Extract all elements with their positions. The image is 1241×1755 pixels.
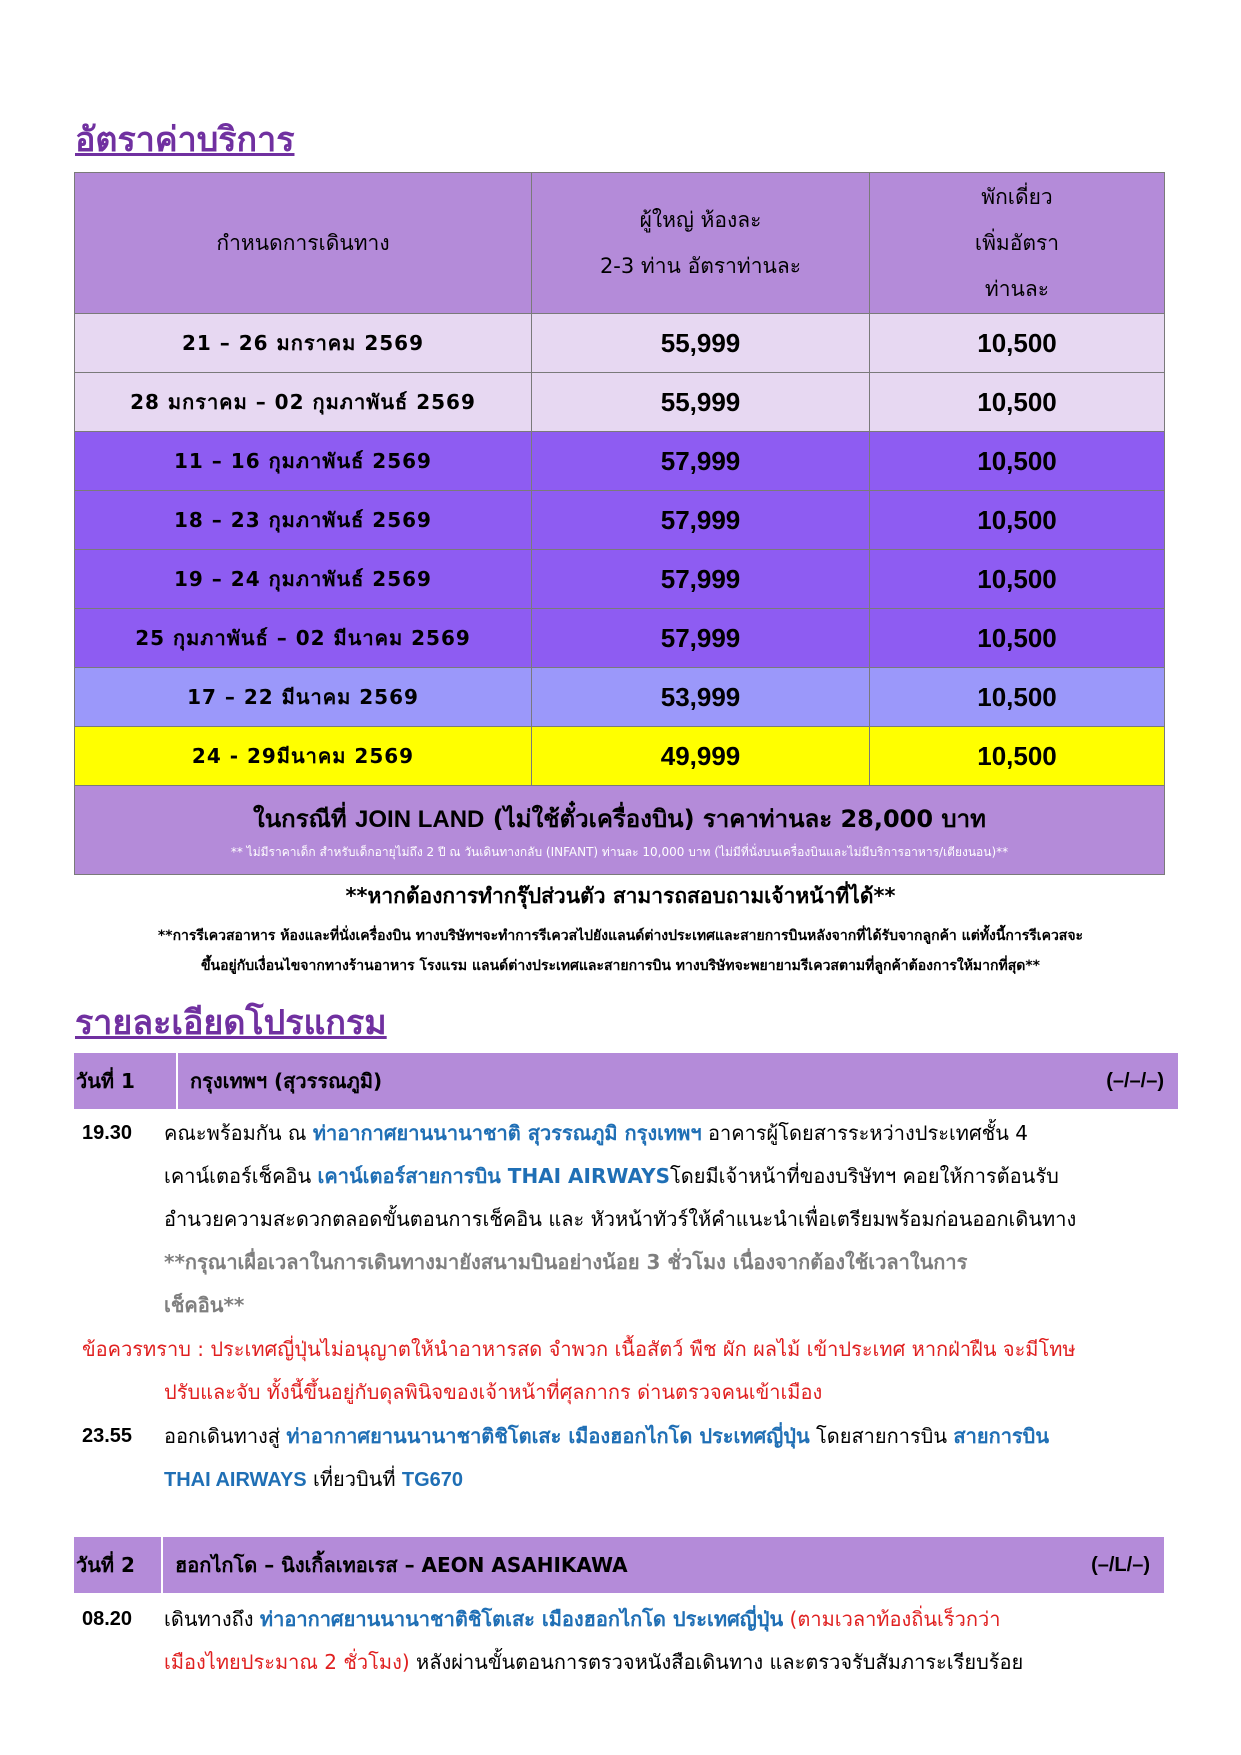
day1-label: วันที่ 1 [76, 1069, 135, 1093]
rate-row [75, 432, 1165, 491]
checkin-note: **กรุณาเผื่อเวลาในการเดินทางมายังสนามบินอย่างน้อย 3 ชั่วโมง เนื่องจากต้องใช้เวลาในการ [164, 1250, 968, 1274]
day2-meals: (–/L/–) [1091, 1553, 1150, 1576]
rate-price: 53,999 [532, 668, 870, 727]
rate-date: 19 – 24 กุมภาพันธ์ 2569 [75, 550, 532, 609]
rate-row [75, 609, 1165, 668]
flight-number: TG670 [401, 1469, 464, 1491]
day1-meals: (–/–/–) [1106, 1069, 1164, 1092]
airport-name: ท่าอากาศยานนานาชาติชิโตเสะ เมืองฮอกไกโด ประเทศญี่ปุ่น [286, 1424, 810, 1448]
warning-line1: ข้อควรทราบ : ประเทศญี่ปุ่นไม่อนุญาตให้นำอาหารสด จำพวก เนื้อสัตว์ พืช ผัก ผลไม้ เข้าประเทศ หากฝ่าฝืน จะมีโทษ [82, 1337, 1076, 1361]
join-pre: ในกรณีที่ [253, 804, 356, 833]
day1-entry-1930 [82, 1112, 1172, 1327]
rate-price: 49,999 [532, 727, 870, 786]
airline-name: THAI AIRWAYS [164, 1469, 307, 1491]
rate-price: 57,999 [532, 550, 870, 609]
text-plain: อำนวยความสะดวกตลอดขั้นตอนการเช็คอิน และ หัวหน้าทัวร์ให้คำแนะนำเพื่อเตรียมพร้อมก่อนออกเดินทาง [164, 1207, 1077, 1231]
rate-row [75, 550, 1165, 609]
text-plain: ออกเดินทางสู่ [164, 1424, 287, 1448]
program-title: รายละเอียดโปรแกรม [75, 1003, 387, 1043]
rate-date: 17 – 22 มีนาคม 2569 [75, 668, 532, 727]
text-plain: หลังผ่านขั้นตอนการตรวจหนังสือเดินทาง และตรวจรับสัมภาระเรียบร้อย [409, 1650, 1024, 1674]
text-plain: โดยสายการบิน [809, 1424, 954, 1448]
rate-single: 10,500 [870, 491, 1165, 550]
rate-price: 57,999 [532, 432, 870, 491]
rate-row [75, 668, 1165, 727]
rate-row [75, 314, 1165, 373]
rate-single: 10,500 [870, 432, 1165, 491]
header-single [870, 173, 1165, 314]
entry-time: 23.55 [82, 1425, 133, 1447]
timezone-note: (ตามเวลาท้องถิ่นเร็วกว่า [783, 1607, 1001, 1631]
day1-header [74, 1053, 1178, 1109]
airline-counter: เคาน์เตอร์สายการบิน THAI AIRWAYS [317, 1164, 670, 1188]
text-plain: เคาน์เตอร์เช็คอิน [164, 1164, 318, 1188]
header-single-line1: พักเดี่ยว [981, 185, 1053, 209]
header-adult-line1: ผู้ใหญ่ ห้องละ [639, 208, 762, 232]
entry-text [164, 1112, 1172, 1327]
airline-label: สายการบิน [953, 1424, 1050, 1448]
reserve-note-line2: ขึ้นอยู่กับเงื่อนไขจากทางร้านอาหาร โรงแรม แลนด์ต่างประเทศและสายการบิน ทางบริษัทจะพยายามรีเควสตามที่ลูกค้าต้องการให้มากที่สุด** [200, 958, 1040, 974]
checkin-note-end: เช็คอิน** [164, 1293, 245, 1317]
join-post: (ไม่ใช้ตั๋วเครื่องบิน) ราคาท่านละ 28,000 บาท [484, 804, 986, 833]
entry-time: 08.20 [82, 1608, 133, 1630]
rate-row [75, 491, 1165, 550]
airport-name: ท่าอากาศยานนานาชาติชิโตเสะ เมืองฮอกไกโด ประเทศญี่ปุ่น [259, 1607, 784, 1631]
customs-warning [82, 1328, 1172, 1414]
rates-header-row [75, 173, 1165, 314]
rate-single: 10,500 [870, 668, 1165, 727]
rate-single: 10,500 [870, 609, 1165, 668]
header-adult [532, 173, 870, 314]
join-en: JOIN LAND [355, 805, 485, 833]
text-plain: คณะพร้อมกัน ณ [164, 1121, 313, 1145]
header-date-label: กำหนดการเดินทาง [216, 231, 390, 255]
rates-table [74, 172, 1165, 875]
rate-date: 24 - 29มีนาคม 2569 [75, 727, 532, 786]
day1-title: กรุงเทพฯ (สุวรรณภูมิ) [190, 1069, 383, 1093]
text-plain: โดยมีเจ้าหน้าที่ของบริษัทฯ คอยให้การต้อนรับ [670, 1164, 1059, 1188]
day2-title: ฮอกไกโด – นิงเกิ้ลเทอเรส – AEON ASAHIKAWA [175, 1553, 628, 1577]
rate-single: 10,500 [870, 373, 1165, 432]
rate-price: 57,999 [532, 609, 870, 668]
warning-line2: ปรับและจับ ทั้งนี้ขึ้นอยู่กับดุลพินิจของเจ้าหน้าที่ศุลกากร ด่านตรวจคนเข้าเมือง [164, 1380, 823, 1404]
text-plain: เที่ยวบินที่ [306, 1467, 402, 1491]
day2-label: วันที่ 2 [76, 1553, 135, 1577]
rate-price: 55,999 [532, 373, 870, 432]
rate-price: 57,999 [532, 491, 870, 550]
rate-price: 55,999 [532, 314, 870, 373]
day2-header [74, 1537, 1164, 1593]
rate-date: 21 – 26 มกราคม 2569 [75, 314, 532, 373]
rate-single: 10,500 [870, 727, 1165, 786]
rate-date: 25 กุมภาพันธ์ – 02 มีนาคม 2569 [75, 609, 532, 668]
header-date [75, 173, 532, 314]
join-land-row [75, 786, 1165, 875]
header-single-line2: เพิ่มอัตรา [974, 231, 1060, 255]
rate-single: 10,500 [870, 314, 1165, 373]
header-single-line3: ท่านละ [984, 277, 1050, 301]
rate-row [75, 727, 1165, 786]
day1-entry-2355 [82, 1415, 1172, 1502]
rates-title: อัตราค่าบริการ [75, 120, 295, 160]
rate-date: 28 มกราคม – 02 กุมภาพันธ์ 2569 [75, 373, 532, 432]
rate-date: 11 – 16 กุมภาพันธ์ 2569 [75, 432, 532, 491]
infant-note: ** ไม่มีราคาเด็ก สำหรับเด็กอายุไม่ถึง 2 ปี ณ วันเดินทางกลับ (INFANT) ท่านละ 10,000 บาท (ไม่มีที่นั่งบนเครื่องบินและไม่มีบริการอาหาร/เตียงนอน)** [230, 844, 1009, 859]
timezone-note-end: เมืองไทยประมาณ 2 ชั่วโมง) [164, 1650, 410, 1674]
rate-single: 10,500 [870, 550, 1165, 609]
text-plain: เดินทางถึง [164, 1607, 260, 1631]
header-adult-line2: 2-3 ท่าน อัตราท่านละ [599, 254, 802, 278]
private-group-note: **หากต้องการทำกรุ๊ปส่วนตัว สามารถสอบถามเจ้าหน้าที่ได้** [345, 884, 896, 908]
join-land-cell [75, 786, 1165, 875]
day2-entry-0820 [82, 1598, 1172, 1684]
rate-date: 18 – 23 กุมภาพันธ์ 2569 [75, 491, 532, 550]
entry-text [164, 1415, 1172, 1502]
rate-row [75, 373, 1165, 432]
airport-name: ท่าอากาศยานนานาชาติ สุวรรณภูมิ กรุงเทพฯ [312, 1121, 702, 1145]
reserve-note-line1: **การรีเควสอาหาร ห้องและที่นั่งเครื่องบิน ทางบริษัทฯจะทำการรีเควสไปยังแลนด์ต่างประเทศและสายการบินหลังจากที่ได้รับจากลูกค้า แต่ทั้งนี้การรีเควสจะ [157, 928, 1084, 944]
join-land-price [75, 798, 1164, 841]
entry-text [164, 1598, 1172, 1684]
entry-time: 19.30 [82, 1122, 133, 1144]
text-plain: อาคารผู้โดยสารระหว่างประเทศชั้น 4 [701, 1121, 1029, 1145]
